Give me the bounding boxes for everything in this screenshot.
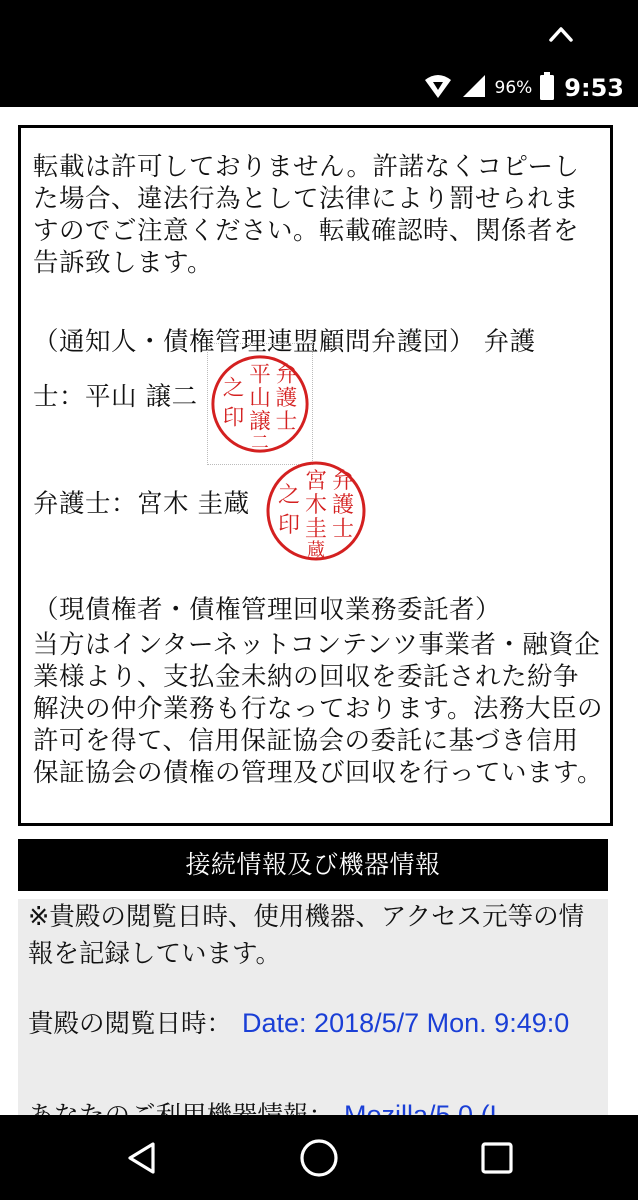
battery-percent: 96% (494, 78, 533, 98)
creditor-heading: （現債権者・債権管理回収業務委託者） (33, 595, 502, 625)
seal2-char-7: 蔵 (307, 540, 325, 561)
page-content (0, 107, 638, 1115)
section-title: 接続情報及び機器情報 (185, 850, 441, 879)
navigation-bar (0, 1115, 638, 1200)
wifi-icon (423, 72, 453, 104)
seal2-char-8: 之 (277, 483, 301, 508)
chevron-up-icon[interactable] (546, 22, 576, 46)
seal1-char-4: 平 (249, 362, 271, 388)
recent-apps-icon[interactable] (476, 1137, 518, 1179)
back-icon[interactable] (121, 1137, 163, 1179)
lawyer-seal-1 (207, 343, 313, 465)
warning-text: 転載は許可しておりません。許諾なくコピーした場合、違法行為として法律により罰せられますのでご注意ください。転載確認時、関係者を告訴致します。 (33, 152, 580, 278)
home-icon[interactable] (298, 1137, 340, 1179)
issuer-line: （通知人・債権管理連盟顧問弁護団） 弁護 (33, 327, 536, 357)
seal1-char-9: 印 (222, 405, 245, 431)
access-info-box (18, 899, 608, 1129)
creditor-text: 当方はインターネットコンテンツ事業者・融資企業様より、支払金未納の回収を委託された紛争解決の仲介業務も行なっております。法務大臣の許可を得て、信用保証協会の委託に基づき信用保証協会の債権の管理及び回収を行っています。 (33, 630, 603, 788)
lawyer-seal-2 (263, 450, 369, 572)
view-date-label: 貴殿の閲覧日時： (28, 1009, 233, 1039)
seal1-char-7: 二 (251, 433, 269, 454)
seal2-char-2: 護 (331, 493, 355, 518)
seal2-char-9: 印 (277, 513, 301, 538)
seal2-char-5: 木 (304, 493, 328, 518)
seal1-char-6: 譲 (249, 409, 271, 435)
seal2-char-1: 弁 (331, 469, 355, 494)
section-title-bar (18, 839, 608, 891)
clock: 9:53 (564, 74, 624, 102)
seal2-char-3: 士 (331, 517, 355, 542)
seal2-char-6: 圭 (304, 517, 328, 542)
record-notice: ※貴殿の閲覧日時、使用機器、アクセス元等の情報を記録しています。 (28, 902, 585, 969)
seal2-char-4: 宮 (304, 469, 328, 494)
seal1-char-2: 護 (275, 385, 298, 411)
warning-notice-box (18, 125, 613, 826)
seal1-char-8: 之 (222, 376, 245, 402)
seal1-char-3: 士 (275, 409, 298, 435)
battery-icon (540, 72, 554, 104)
seal-1-graphic (208, 344, 312, 464)
lawyer-name-1: 士：平山 譲二 (33, 382, 198, 412)
cell-signal-icon (461, 73, 487, 103)
system-indicators (423, 70, 625, 106)
lawyer-name-2: 弁護士：宮木 圭蔵 (33, 489, 250, 519)
seal1-char-5: 山 (249, 385, 271, 411)
seal1-char-1: 弁 (275, 362, 298, 388)
seal-2-graphic (263, 450, 369, 572)
status-bar (0, 0, 638, 107)
view-date-value: Date: 2018/5/7 Mon. 9:49:0 (242, 1008, 570, 1038)
view-date-row (28, 1003, 569, 1044)
